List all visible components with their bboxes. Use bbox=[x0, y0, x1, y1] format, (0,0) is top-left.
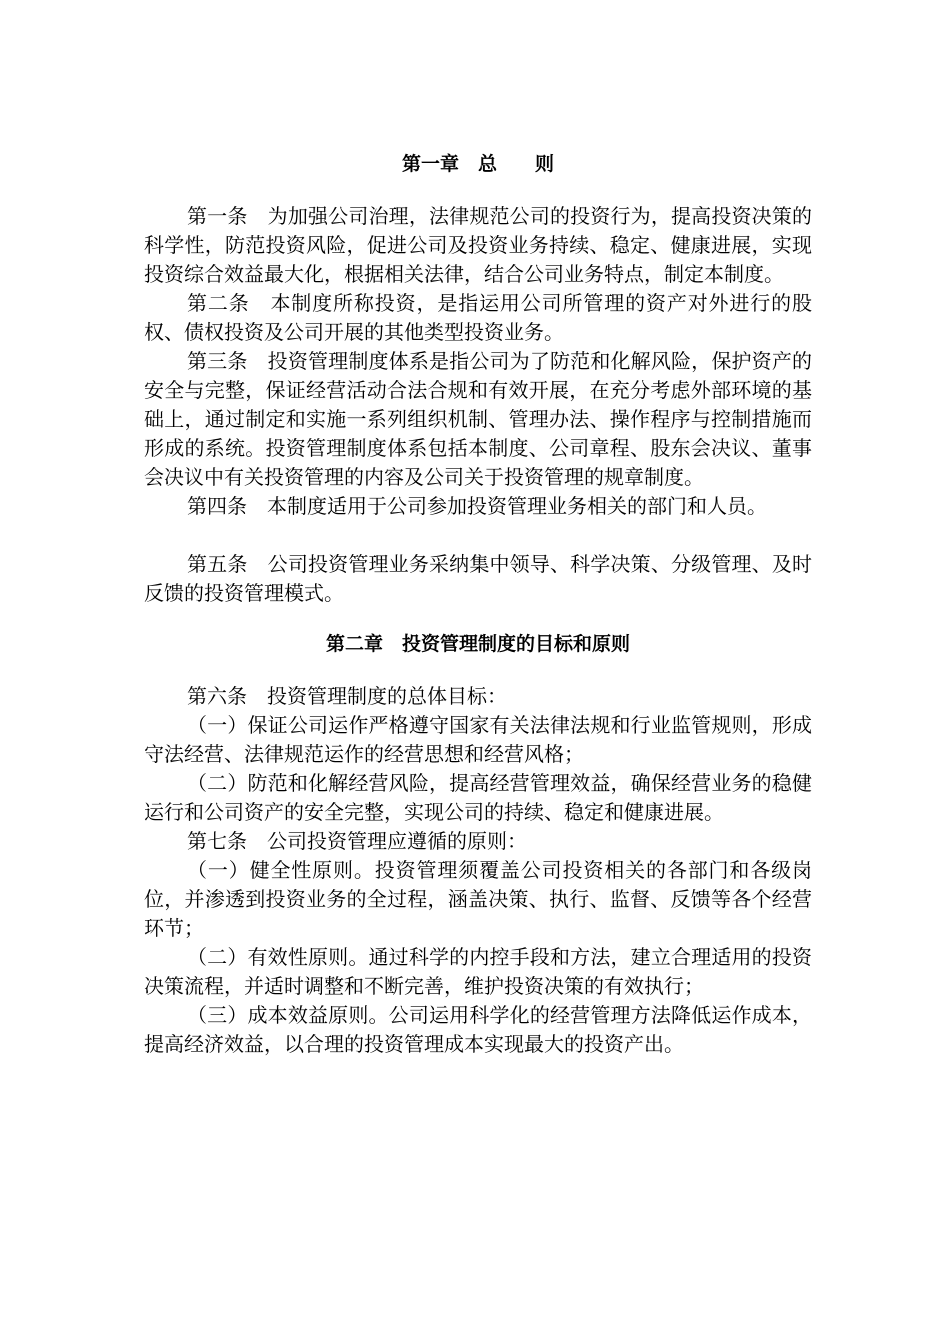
article-7-item-1: （一）健全性原则。投资管理须覆盖公司投资相关的各部门和各级岗位，并渗透到投资业务的全过程，涵盖决策、执行、监督、反馈等各个经营环节； bbox=[144, 858, 812, 940]
document-page bbox=[144, 140, 812, 1059]
chapter-1-title: 第一章 总 则 bbox=[401, 153, 554, 175]
article-7-item-2: （二）有效性原则。通过科学的内控手段和方法，建立合理适用的投资决策流程，并适时调整和不断完善，维护投资决策的有效执行； bbox=[144, 945, 812, 998]
article-7-item-3: （三）成本效益原则。公司运用科学化的经营管理方法降低运作成本，提高经济效益，以合理的投资管理成本实现最大的投资产出。 bbox=[144, 1003, 812, 1056]
article-6-item-2: （二）防范和化解经营风险，提高经营管理效益，确保经营业务的稳健运行和公司资产的安全完整，实现公司的持续、稳定和健康进展。 bbox=[144, 771, 812, 824]
article-5: 第五条 公司投资管理业务采纳集中领导、科学决策、分级管理、及时反馈的投资管理模式。 bbox=[144, 552, 812, 605]
article-1: 第一条 为加强公司治理，法律规范公司的投资行为，提高投资决策的科学性，防范投资风险，促进公司及投资业务持续、稳定、健康进展，实现投资综合效益最大化，根据相关法律，结合公司业务特点，制定本制度。 bbox=[144, 204, 812, 286]
article-6: 第六条 投资管理制度的总体目标： bbox=[187, 684, 507, 708]
article-7: 第七条 公司投资管理应遵循的原则： bbox=[187, 829, 527, 853]
article-4: 第四条 本制度适用于公司参加投资管理业务相关的部门和人员。 bbox=[187, 494, 767, 518]
article-2: 第二条 本制度所称投资，是指运用公司所管理的资产对外进行的股权、债权投资及公司开展的其他类型投资业务。 bbox=[144, 291, 812, 344]
chapter-2-title: 第二章 投资管理制度的目标和原则 bbox=[325, 633, 630, 655]
article-6-item-1: （一）保证公司运作严格遵守国家有关法律法规和行业监管规则，形成守法经营、法律规范运作的经营思想和经营风格； bbox=[144, 713, 812, 766]
article-3: 第三条 投资管理制度体系是指公司为了防范和化解风险，保护资产的安全与完整，保证经营活动合法合规和有效开展，在充分考虑外部环境的基础上，通过制定和实施一系列组织机制、管理办法、操作程序与控制措施而形成的系统。投资管理制度体系包括本制度、公司章程、股东会决议、董事会决议中有关投资管理的内容及公司关于投资管理的规章制度。 bbox=[144, 349, 812, 489]
